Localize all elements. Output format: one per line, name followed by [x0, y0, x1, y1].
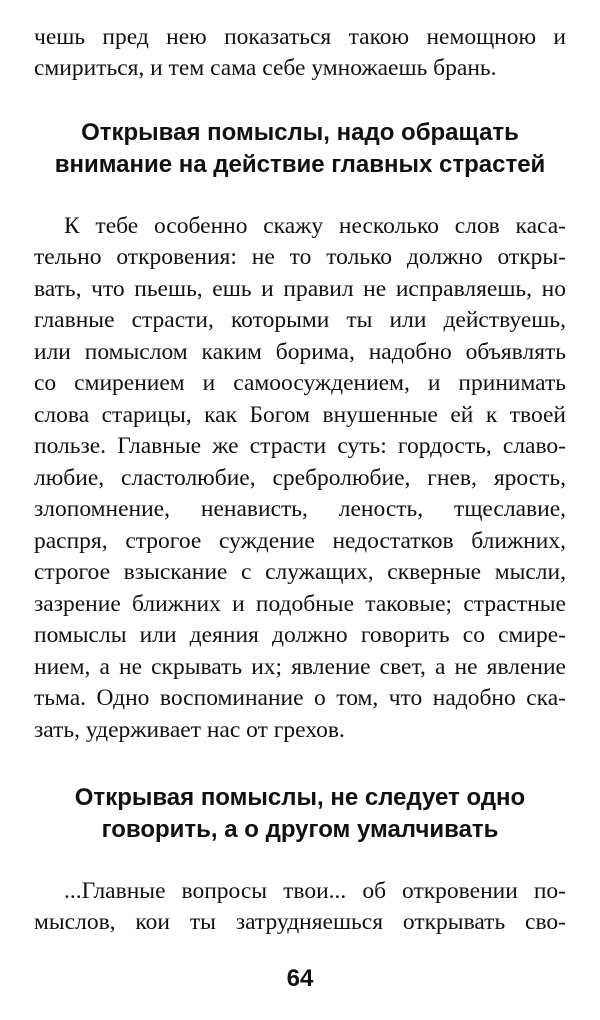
text-line: главные страсти, которыми ты или действуешь, — [34, 307, 566, 333]
section-heading: Открывая помыслы, не следует одно — [74, 784, 526, 811]
text-line: любие, сластолюбие, сребролюбие, гнев, ярость, — [34, 465, 566, 491]
text-line: или помыслом каким борима, надобно объявлять — [34, 339, 566, 365]
text-line: зать, удерживает нас от грехов. — [34, 717, 345, 743]
section-heading: говорить, а о другом умалчивать — [101, 816, 499, 843]
text-line: нием, а не скрывать их; явление свет, а не явление — [34, 654, 566, 680]
section-heading: Открывая помыслы, надо обращать — [81, 119, 519, 146]
section-heading: внимание на действие главных страстей — [54, 151, 546, 178]
page-number: 64 — [286, 965, 314, 992]
text-line: слова старицы, как Богом внушенные ей к твоей — [34, 402, 566, 428]
text-line: распря, строгое суждение недостатков ближних, — [34, 528, 566, 554]
text-line: строгое взыскание с служащих, скверные мысли, — [34, 559, 566, 585]
text-line: К тебе особенно скажу несколько слов каса- — [64, 213, 566, 239]
text-line: со смирением и самоосуждением, и принимать — [34, 370, 566, 396]
text-line: смириться, и тем сама себе умножаешь брань. — [34, 55, 497, 81]
text-line: чешь пред нею показаться такою немощною и — [34, 24, 566, 50]
text-line: мыслов, кои ты затрудняешься открывать сво- — [34, 909, 566, 935]
text-line: пользе. Главные же страсти суть: гордость, славо- — [34, 433, 566, 459]
text-line: тельно откровения: не то только должно откры- — [34, 244, 566, 270]
text-line: зазрение ближних и подобные таковые; страстные — [34, 591, 566, 617]
text-line: вать, что пьешь, ешь и правил не исправляешь, но — [34, 276, 566, 302]
text-line: злопомнение, ненависть, леность, тщеславие, — [34, 496, 566, 522]
text-line: ...Главные вопросы твои... об откровении по- — [64, 878, 566, 904]
text-line: помыслы или деяния должно говорить со смире- — [34, 622, 566, 648]
text-line: тьма. Одно воспоминание о том, что надобно ска- — [34, 685, 566, 711]
